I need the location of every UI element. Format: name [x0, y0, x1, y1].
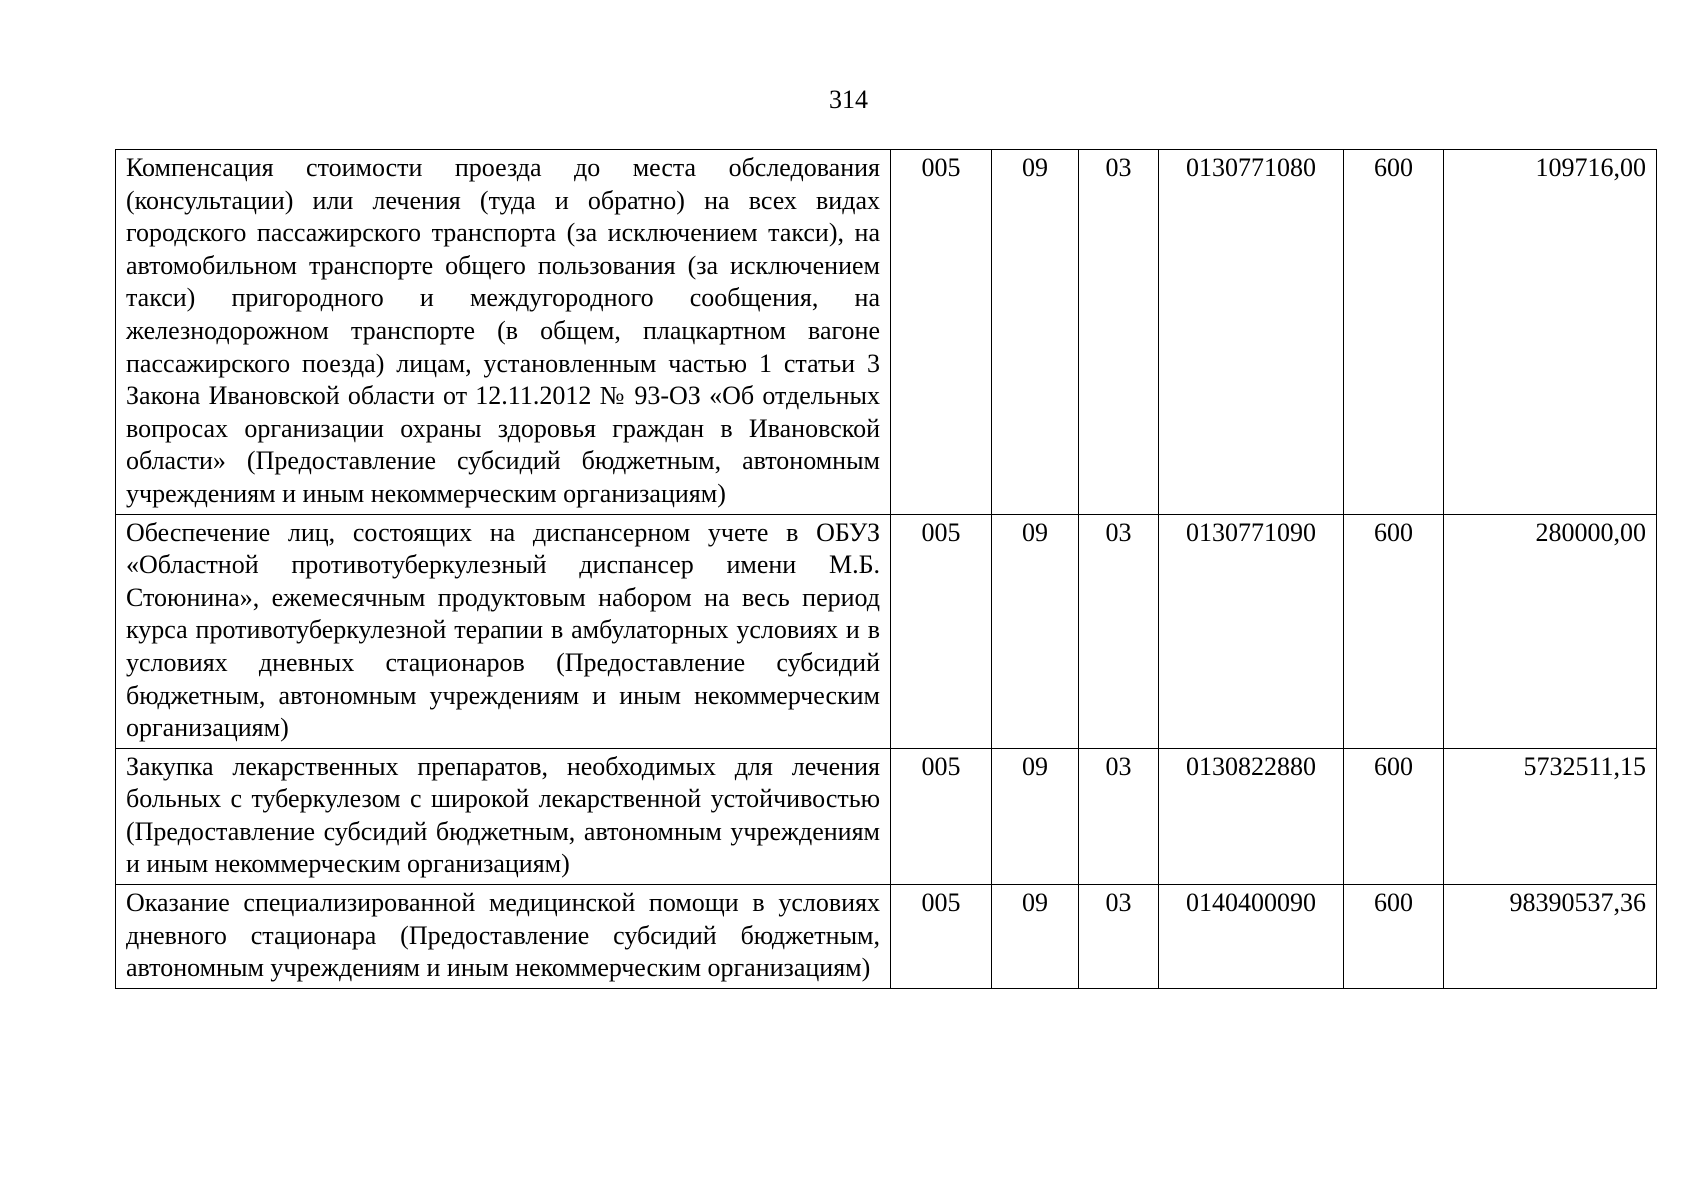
expense-type-code: 600 [1344, 514, 1444, 748]
ministry-code: 005 [891, 885, 992, 989]
ministry-code: 005 [891, 150, 992, 515]
target-article-code: 0130771090 [1159, 514, 1344, 748]
ministry-code: 005 [891, 748, 992, 884]
target-article-code: 0140400090 [1159, 885, 1344, 989]
table-row [116, 514, 1657, 748]
budget-table [115, 149, 1657, 989]
row-description: Обеспечение лиц, состоящих на диспансерном учете в ОБУЗ «Областной противотуберкулезный диспансер имени М.Б. Стоюнина», ежемесячным продуктовым набором на весь период курса противотуберкулезной терапии в амбулаторных условиях и в условиях дневных стационаров (Предоставление субсидий бюджетным, автономным учреждениям и иным некоммерческим организациям) [116, 514, 891, 748]
subsection-code: 03 [1079, 885, 1159, 989]
ministry-code: 005 [891, 514, 992, 748]
expense-type-code: 600 [1344, 150, 1444, 515]
subsection-code: 03 [1079, 514, 1159, 748]
target-article-code: 0130771080 [1159, 150, 1344, 515]
subsection-code: 03 [1079, 748, 1159, 884]
section-code: 09 [992, 885, 1079, 989]
table-row [116, 885, 1657, 989]
amount-value: 280000,00 [1444, 514, 1657, 748]
section-code: 09 [992, 514, 1079, 748]
table-row [116, 748, 1657, 884]
row-description: Закупка лекарственных препаратов, необходимых для лечения больных с туберкулезом с широкой лекарственной устойчивостью (Предоставление субсидий бюджетным, автономным учреждениям и иным некоммерческим организациям) [116, 748, 891, 884]
amount-value: 5732511,15 [1444, 748, 1657, 884]
page-number: 314 [829, 85, 868, 114]
target-article-code: 0130822880 [1159, 748, 1344, 884]
table-row [116, 150, 1657, 515]
subsection-code: 03 [1079, 150, 1159, 515]
section-code: 09 [992, 748, 1079, 884]
row-description: Оказание специализированной медицинской помощи в условиях дневного стационара (Предоставление субсидий бюджетным, автономным учреждениям и иным некоммерческим организациям) [116, 885, 891, 989]
expense-type-code: 600 [1344, 885, 1444, 989]
amount-value: 109716,00 [1444, 150, 1657, 515]
expense-type-code: 600 [1344, 748, 1444, 884]
amount-value: 98390537,36 [1444, 885, 1657, 989]
section-code: 09 [992, 150, 1079, 515]
row-description: Компенсация стоимости проезда до места обследования (консультации) или лечения (туда и обратно) на всех видах городского пассажирского транспорта (за исключением такси), на автомобильном транспорте общего пользования (за исключением такси) пригородного и междугородного сообщения, на железнодорожном транспорте (в общем, плацкартном вагоне пассажирского поезда) лицам, установленным частью 1 статьи 3 Закона Ивановской области от 12.11.2012 № 93-ОЗ «Об отдельных вопросах организации охраны здоровья граждан в Ивановской области» (Предоставление субсидий бюджетным, автономным учреждениям и иным некоммерческим организациям) [116, 150, 891, 515]
